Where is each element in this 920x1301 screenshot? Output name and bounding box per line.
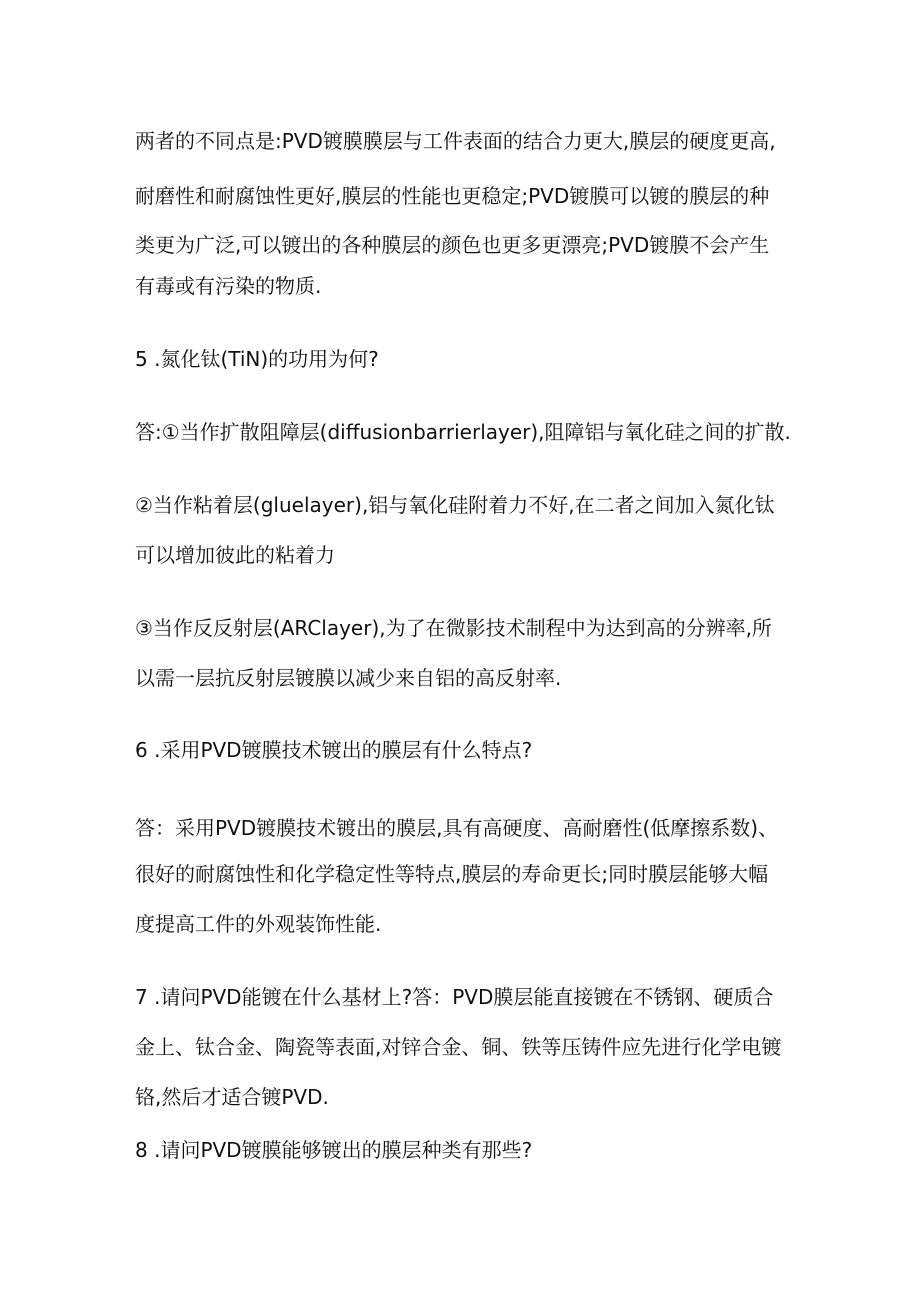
answer-line: 度提高工件的外观装饰性能.	[135, 912, 382, 936]
answer-line: ③当作反反射层(ARClayer),为了在微影技术制程中为达到高的分辨率,所	[135, 616, 772, 640]
answer-line: 可以增加彼此的粘着力	[135, 543, 335, 567]
paragraph-line: 两者的不同点是:PVD镀膜膜层与工件表面的结合力更大,膜层的硬度更高,	[135, 129, 776, 153]
paragraph-line: 耐磨性和耐腐蚀性更好,膜层的性能也更稳定;PVD镀膜可以镀的膜层的种	[135, 184, 770, 208]
answer-line: 以需一层抗反射层镀膜以减少来自铝的高反射率.	[135, 666, 562, 690]
question-heading: 7 .请问PVD能镀在什么基材上?答：PVD膜层能直接镀在不锈钢、硬质合	[135, 985, 774, 1009]
answer-line: 答:①当作扩散阻障层(diffusionbarrierlayer),阻障铝与氧化硅之间的扩散.	[135, 420, 791, 444]
answer-line: ②当作粘着层(gluelayer),铝与氧化硅附着力不好,在二者之间加入氮化钛	[135, 493, 775, 517]
paragraph-line: 类更为广泛,可以镀出的各种膜层的颜色也更多更漂亮;PVD镀膜不会产生	[135, 233, 770, 257]
answer-line: 金上、钛合金、陶瓷等表面,对锌合金、铜、铁等压铸件应先进行化学电镀	[135, 1035, 782, 1059]
question-heading: 8 .请问PVD镀膜能够镀出的膜层种类有那些?	[135, 1138, 533, 1162]
paragraph-line: 有毒或有污染的物质.	[135, 274, 322, 298]
answer-line: 铬,然后才适合镀PVD.	[135, 1085, 329, 1109]
answer-line: 答：采用PVD镀膜技术镀出的膜层,具有高硬度、高耐磨性(低摩擦系数)、	[135, 816, 779, 840]
question-heading: 5 .氮化钛(TiN)的功用为何?	[135, 347, 379, 371]
question-heading: 6 .采用PVD镀膜技术镀出的膜层有什么特点?	[135, 738, 533, 762]
answer-line: 很好的耐腐蚀性和化学稳定性等特点,膜层的寿命更长;同时膜层能够大幅	[135, 862, 769, 886]
